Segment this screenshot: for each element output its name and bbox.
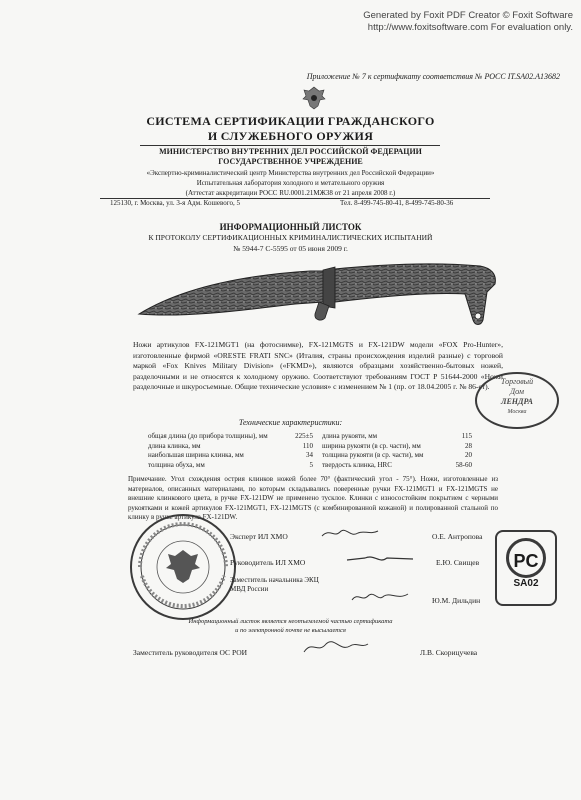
stamp-line3: ЛЕНДРА bbox=[500, 397, 534, 406]
signature-name: Ю.М. Дильдин bbox=[432, 596, 481, 605]
pct-logo: PC bbox=[506, 538, 546, 578]
laboratory-name: Испытательная лаборатория холодного и метательного оружия bbox=[196, 179, 385, 187]
info-sheet-subtitle: К ПРОТОКОЛУ СЕРТИФИКАЦИОННЫХ КРИМИНАЛИСТИЧЕСКИХ ИСПЫТАНИЙ bbox=[148, 233, 433, 242]
handwritten-signature bbox=[350, 588, 410, 604]
system-title-line2: И СЛУЖЕБНОГО ОРУЖИЯ bbox=[207, 129, 374, 143]
accreditation: (Аттестат аккредитации РОСС RU.0001.21МЖ38 от 21 апреля 2008 г.) bbox=[185, 189, 396, 197]
stamp-line1: Торговый bbox=[500, 377, 534, 386]
lab-phones: Тел. 8-499-745-80-41, 8-499-745-80-36 bbox=[340, 199, 454, 207]
spec-row: общая длина (до прибора толщины), мм 225±5 bbox=[148, 432, 313, 440]
description-paragraph: Ножи артикулов FX-121MGT1 (на фотоснимке), FX-121MGTS и FX-121DW модели «FOX Pro-Hunter», изготовленные фирмой «ORESTE FRATI SNC» (Италия, страны происхождения изделий разные) с торговой маркой «Fox Knives Military Division» («FKMD»), являются образцами хозяйственно-бытовых ножей, разделочными и не относятся к холодному оружию. Соответствуют требованиям ГОСТ Р 51644-2000 «Ножи разделочные и шкуросъемные. Общие технические условия» с изменением № 1 (пр. от 18.04.2005 г. № 86-ст). bbox=[133, 340, 503, 392]
os-head-name: Л.В. Скорицучева bbox=[420, 648, 478, 657]
header-rule bbox=[140, 145, 440, 146]
handwritten-signature bbox=[320, 526, 380, 540]
info-note-line1: Информационный листок является неотъемлемой частью сертификата bbox=[188, 618, 393, 625]
system-title-line1: СИСТЕМА СЕРТИФИКАЦИИ ГРАЖДАНСКОГО bbox=[146, 114, 435, 128]
coat-of-arms-emblem bbox=[300, 84, 328, 112]
round-seal-stamp bbox=[128, 512, 238, 622]
ministry-name: МИНИСТЕРСТВО ВНУТРЕННИХ ДЕЛ РОССИЙСКОЙ ФЕДЕРАЦИИ bbox=[159, 147, 422, 156]
spec-row: ширина рукояти (в ср. части), мм 28 bbox=[322, 441, 472, 450]
watermark-line1: Generated by Foxit PDF Creator © Foxit Software bbox=[363, 10, 573, 21]
pct-certification-mark bbox=[495, 530, 557, 606]
spec-row: толщина обуха, мм 5 bbox=[148, 460, 313, 469]
note-paragraph: Примечание. Угол схождения острия клинков ножей более 70° (фактический угол - 75°). Ножи, изготовленные из материалов, описанных материалами, по которым складывались поверенные ручки FX-121MGT1 и FX-121MGTS не внешние клинкового цвета, в ручке FX-121DW не применено тусклое. Клинки с износостойким покрытием с черными рукоятками и кожей артикулов FX-121MGT1, FX-121MGTS (с комбинированной кожаной) и полированной стальной по клинку в ручке артикула FX-121DW. bbox=[128, 475, 498, 522]
spec-row: длина рукояти, мм 115 bbox=[322, 432, 472, 440]
info-sheet-number: № 5944-7 С-5595 от 05 июня 2009 г. bbox=[233, 244, 348, 253]
signature-role: Руководитель ИЛ ХМО bbox=[230, 558, 306, 567]
appendix-note: Приложение № 7 к сертификату соответствия № РОСС IT.SA02.А13682 bbox=[306, 72, 560, 81]
stamp-line4: Москва bbox=[507, 409, 527, 415]
characteristics-right bbox=[322, 432, 472, 470]
signature-role: Заместитель начальника ЭКЦ МВД России bbox=[230, 576, 319, 593]
os-head-role: Заместитель руководителя ОС РОИ bbox=[133, 648, 248, 657]
stamp-line2: Дом bbox=[510, 387, 524, 396]
pct-code: SA02 bbox=[513, 578, 539, 589]
handwritten-signature bbox=[300, 636, 370, 656]
watermark-line2: http://www.foxitsoftware.com For evaluation only. bbox=[367, 22, 573, 33]
spec-row: длина клинка, мм 110 bbox=[148, 441, 313, 450]
signature-name: Е.Ю. Свищев bbox=[436, 558, 480, 567]
spec-row: твердость клинка, HRC 58-60 bbox=[322, 460, 472, 469]
characteristics-title: Технические характеристики: bbox=[238, 418, 343, 427]
handwritten-signature bbox=[345, 552, 415, 566]
spec-row: толщина рукояти (в ср. части), мм 20 bbox=[322, 451, 472, 459]
knife-photo bbox=[135, 262, 505, 332]
info-sheet-title: ИНФОРМАЦИОННЫЙ ЛИСТОК bbox=[219, 222, 362, 232]
foxit-watermark bbox=[343, 10, 573, 34]
characteristics-left bbox=[148, 432, 313, 470]
institution-name: ГОСУДАРСТВЕННОЕ УЧРЕЖДЕНИЕ bbox=[218, 157, 363, 166]
lab-address: 125130, г. Москва, ул. 3-я Адм. Кошевого, 5 bbox=[110, 199, 240, 207]
info-note-line2: и по электронной почте не высылается bbox=[235, 627, 346, 634]
institution-full-name: «Экспертно-криминалистический центр Министерства внутренних дел Российской Федерации» bbox=[146, 169, 435, 177]
signature-name: О.Е. Антропова bbox=[432, 532, 483, 541]
spec-row: наибольшая ширина клинка, мм 34 bbox=[148, 451, 313, 459]
signature-role: Эксперт ИЛ ХМО bbox=[230, 532, 288, 541]
